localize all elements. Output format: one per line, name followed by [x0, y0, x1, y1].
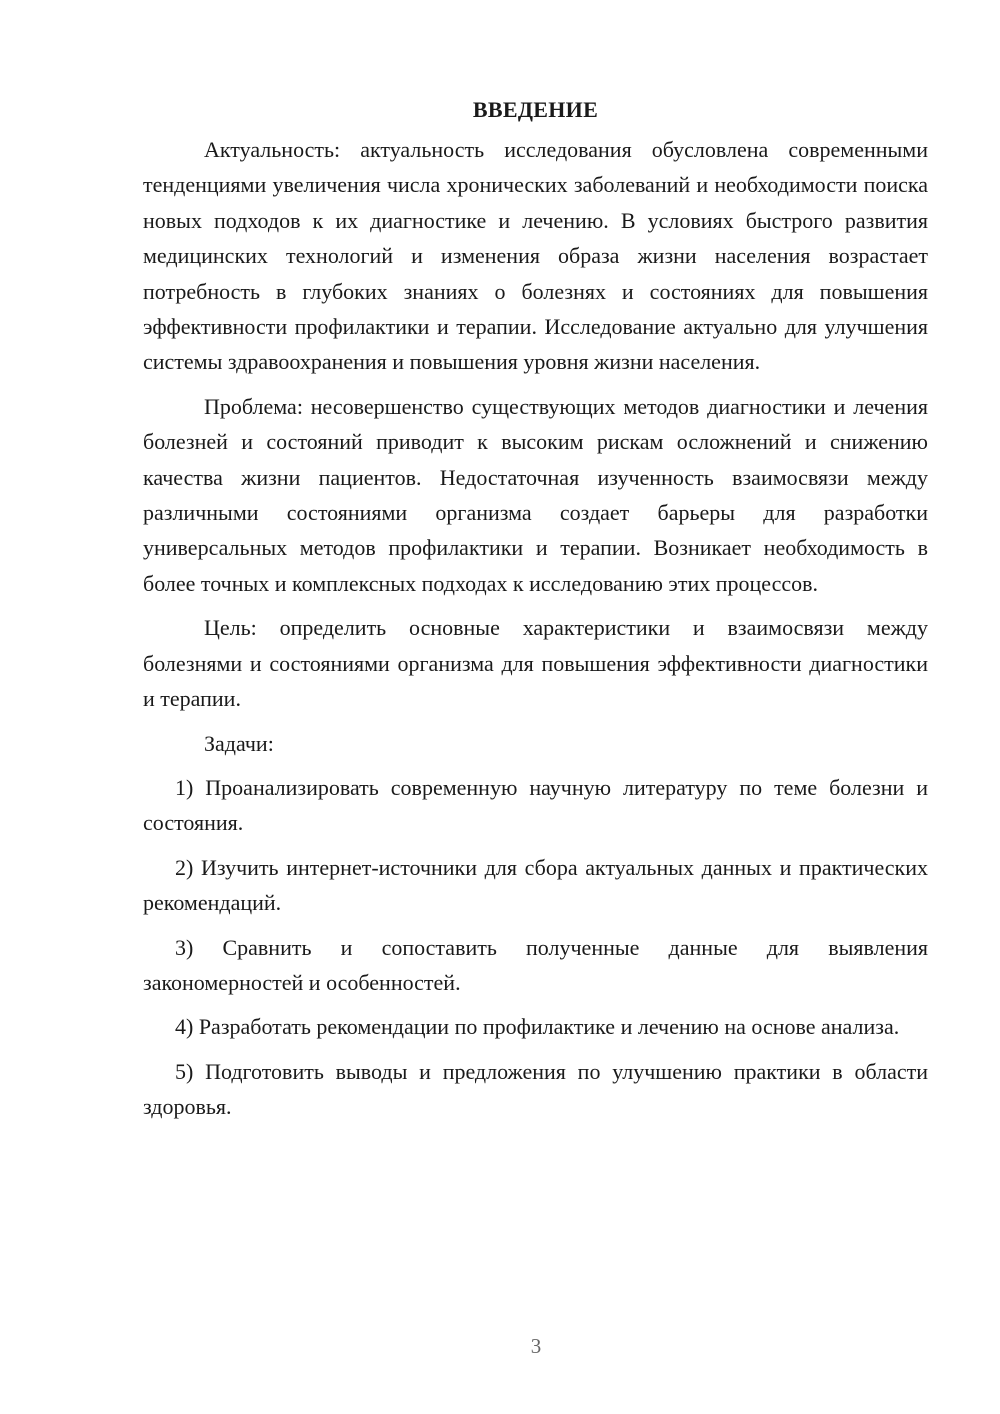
task-item: 1) Проанализировать современную научную литературу по теме болезни и состояния. — [143, 774, 928, 836]
task-item: 2) Изучить интернет-источники для сбора актуальных данных и практических рекомендаций. — [143, 854, 928, 916]
paragraph-goal: Цель: определить основные характеристики и взаимосвязи между болезнями и состояниями организма для повышения эффективности диагностики и терапии. — [143, 615, 928, 712]
page-number: 3 — [530, 1334, 542, 1358]
tasks-heading: Задачи: — [204, 730, 274, 756]
document-page — [143, 92, 928, 1134]
task-item: 5) Подготовить выводы и предложения по улучшению практики в области здоровья. — [143, 1058, 928, 1120]
section-title: ВВЕДЕНИЕ — [472, 97, 599, 122]
task-item: 3) Сравнить и сопоставить полученные данные для выявления закономерностей и особенностей. — [143, 934, 928, 995]
paragraph-problem: Проблема: несовершенство существующих методов диагностики и лечения болезней и состояний приводит к высоким рискам осложнений и снижению качества жизни пациентов. Недостаточная изученность взаимосвязи между различными состояниями организма создает барьеры для разработки универсальных методов профилактики и терапии. Возникает необходимость в более точных и комплексных подходах к исследованию этих процессов. — [143, 393, 928, 596]
task-item: 4) Разработать рекомендации по профилактике и лечению на основе анализа. — [175, 1014, 900, 1040]
paragraph-relevance: Актуальность: актуальность исследования обусловлена современными тенденциями увеличения числа хронических заболеваний и необходимости поиска новых подходов к их диагностике и лечению. В условиях быстрого развития медицинских технологий и изменения образа жизни населения возрастает потребность в глубоких знаниях о болезнях и состояниях для повышения эффективности профилактики и терапии. Исследование актуально для улучшения системы здравоохранения и повышения уровня жизни населения. — [143, 137, 928, 375]
